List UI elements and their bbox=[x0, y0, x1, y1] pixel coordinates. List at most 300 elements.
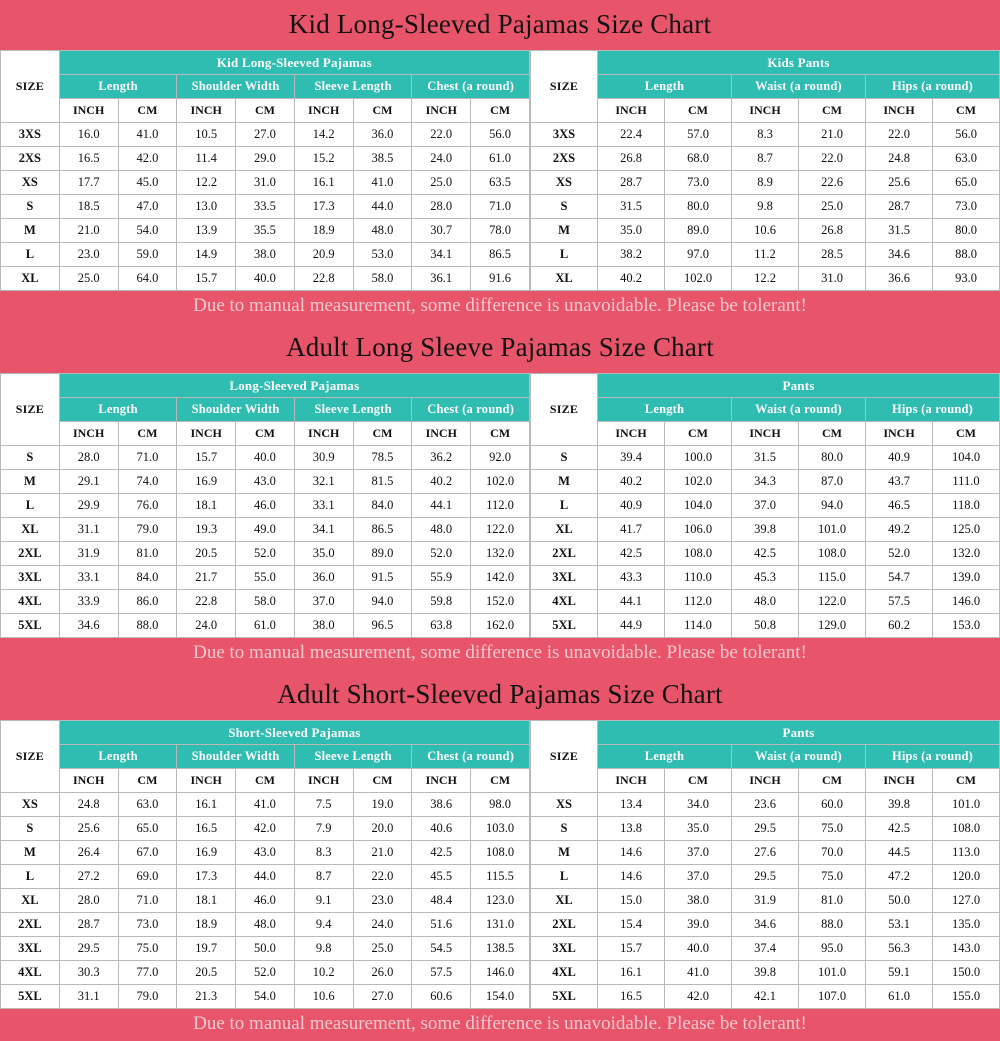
cell-value: 19.0 bbox=[353, 793, 412, 817]
cell-value: 104.0 bbox=[665, 494, 732, 518]
unit-header-1: INCH bbox=[598, 769, 665, 793]
cell-value: 61.0 bbox=[866, 985, 933, 1009]
cell-value: 52.0 bbox=[236, 542, 295, 566]
cell-value: 57.5 bbox=[866, 590, 933, 614]
cell-value: 8.9 bbox=[732, 171, 799, 195]
row-size-label: XS bbox=[531, 793, 598, 817]
cell-value: 34.1 bbox=[412, 243, 471, 267]
unit-header-1: INCH bbox=[598, 422, 665, 446]
cell-value: 35.5 bbox=[236, 219, 295, 243]
cell-value: 14.6 bbox=[598, 865, 665, 889]
unit-header-8: CM bbox=[471, 99, 530, 123]
cell-value: 34.0 bbox=[665, 793, 732, 817]
row-size-label: M bbox=[531, 470, 598, 494]
row-size-label: XL bbox=[531, 518, 598, 542]
unit-header-2: CM bbox=[118, 422, 177, 446]
table-row bbox=[1, 243, 530, 267]
cell-value: 14.6 bbox=[598, 841, 665, 865]
unit-header-8: CM bbox=[471, 422, 530, 446]
cell-value: 7.9 bbox=[294, 817, 353, 841]
cell-value: 102.0 bbox=[665, 470, 732, 494]
cell-value: 29.5 bbox=[732, 865, 799, 889]
cell-value: 19.7 bbox=[177, 937, 236, 961]
cell-value: 34.6 bbox=[59, 614, 118, 638]
cell-value: 35.0 bbox=[598, 219, 665, 243]
cell-value: 42.5 bbox=[598, 542, 665, 566]
cell-value: 27.0 bbox=[353, 985, 412, 1009]
table-group-row bbox=[1, 398, 530, 422]
cell-value: 41.7 bbox=[598, 518, 665, 542]
cell-value: 28.0 bbox=[412, 195, 471, 219]
table-row bbox=[1, 267, 530, 291]
cell-value: 42.5 bbox=[412, 841, 471, 865]
cell-value: 88.0 bbox=[933, 243, 1000, 267]
group-header-1: Length bbox=[59, 398, 177, 422]
cell-value: 49.0 bbox=[236, 518, 295, 542]
cell-value: 21.3 bbox=[177, 985, 236, 1009]
cell-value: 13.8 bbox=[598, 817, 665, 841]
section-banner-kid-long-sleeved: Kid Long-Sleeved Pajamas Size Chart bbox=[0, 0, 1000, 50]
table-group-row bbox=[1, 75, 530, 99]
cell-value: 146.0 bbox=[471, 961, 530, 985]
cell-value: 108.0 bbox=[799, 542, 866, 566]
table-wrapper-right bbox=[530, 50, 1000, 291]
cell-value: 25.0 bbox=[799, 195, 866, 219]
cell-value: 42.5 bbox=[866, 817, 933, 841]
cell-value: 65.0 bbox=[933, 171, 1000, 195]
cell-value: 41.0 bbox=[236, 793, 295, 817]
group-header-3: Sleeve Length bbox=[294, 745, 412, 769]
cell-value: 112.0 bbox=[665, 590, 732, 614]
unit-header-3: INCH bbox=[177, 769, 236, 793]
cell-value: 18.5 bbox=[59, 195, 118, 219]
cell-value: 9.1 bbox=[294, 889, 353, 913]
table-row bbox=[531, 542, 1000, 566]
table-row bbox=[1, 171, 530, 195]
table-unit-row bbox=[531, 769, 1000, 793]
group-header-3: Hips (a round) bbox=[866, 745, 1000, 769]
cell-value: 63.0 bbox=[118, 793, 177, 817]
cell-value: 21.7 bbox=[177, 566, 236, 590]
cell-value: 24.8 bbox=[866, 147, 933, 171]
cell-value: 24.8 bbox=[59, 793, 118, 817]
cell-value: 21.0 bbox=[59, 219, 118, 243]
cell-value: 20.0 bbox=[353, 817, 412, 841]
unit-header-7: INCH bbox=[412, 769, 471, 793]
table-row bbox=[531, 195, 1000, 219]
cell-value: 86.5 bbox=[353, 518, 412, 542]
table-row bbox=[1, 841, 530, 865]
cell-value: 50.8 bbox=[732, 614, 799, 638]
cell-value: 71.0 bbox=[118, 446, 177, 470]
row-size-label: L bbox=[531, 243, 598, 267]
table-group-row bbox=[531, 745, 1000, 769]
unit-header-6: CM bbox=[353, 769, 412, 793]
cell-value: 19.3 bbox=[177, 518, 236, 542]
row-size-label: S bbox=[1, 817, 60, 841]
cell-value: 28.0 bbox=[59, 889, 118, 913]
cell-value: 42.0 bbox=[118, 147, 177, 171]
cell-value: 22.8 bbox=[177, 590, 236, 614]
cell-value: 40.9 bbox=[598, 494, 665, 518]
cell-value: 28.7 bbox=[598, 171, 665, 195]
table-title: Kid Long-Sleeved Pajamas bbox=[59, 51, 529, 75]
cell-value: 23.0 bbox=[353, 889, 412, 913]
cell-value: 16.5 bbox=[59, 147, 118, 171]
unit-header-7: INCH bbox=[412, 99, 471, 123]
cell-value: 110.0 bbox=[665, 566, 732, 590]
table-row bbox=[531, 937, 1000, 961]
row-size-label: XL bbox=[1, 518, 60, 542]
cell-value: 58.0 bbox=[353, 267, 412, 291]
section-note-adult-short-sleeved: Due to manual measurement, some difference is unavoidable. Please be tolerant! bbox=[0, 1009, 1000, 1041]
cell-value: 74.0 bbox=[118, 470, 177, 494]
cell-value: 8.3 bbox=[732, 123, 799, 147]
cell-value: 54.7 bbox=[866, 566, 933, 590]
cell-value: 120.0 bbox=[933, 865, 1000, 889]
group-header-1: Length bbox=[59, 745, 177, 769]
row-size-label: 3XL bbox=[1, 937, 60, 961]
cell-value: 37.0 bbox=[665, 865, 732, 889]
cell-value: 104.0 bbox=[933, 446, 1000, 470]
section-banner-adult-long-sleeve: Adult Long Sleeve Pajamas Size Chart bbox=[0, 323, 1000, 373]
row-size-label: 4XL bbox=[531, 590, 598, 614]
cell-value: 54.0 bbox=[236, 985, 295, 1009]
cell-value: 13.4 bbox=[598, 793, 665, 817]
cell-value: 54.0 bbox=[118, 219, 177, 243]
cell-value: 34.3 bbox=[732, 470, 799, 494]
cell-value: 18.1 bbox=[177, 494, 236, 518]
table-row bbox=[531, 446, 1000, 470]
row-size-label: S bbox=[1, 195, 60, 219]
unit-header-5: INCH bbox=[866, 769, 933, 793]
cell-value: 118.0 bbox=[933, 494, 1000, 518]
cell-value: 93.0 bbox=[933, 267, 1000, 291]
table-row bbox=[1, 542, 530, 566]
cell-value: 61.0 bbox=[236, 614, 295, 638]
table-row bbox=[531, 961, 1000, 985]
cell-value: 102.0 bbox=[471, 470, 530, 494]
cell-value: 59.0 bbox=[118, 243, 177, 267]
cell-value: 44.5 bbox=[866, 841, 933, 865]
cell-value: 31.1 bbox=[59, 518, 118, 542]
cell-value: 70.0 bbox=[799, 841, 866, 865]
row-size-label: XL bbox=[531, 889, 598, 913]
cell-value: 54.5 bbox=[412, 937, 471, 961]
row-size-label: 3XL bbox=[531, 937, 598, 961]
table-row bbox=[1, 123, 530, 147]
table-row bbox=[531, 590, 1000, 614]
cell-value: 21.0 bbox=[799, 123, 866, 147]
unit-header-5: INCH bbox=[294, 769, 353, 793]
cell-value: 33.9 bbox=[59, 590, 118, 614]
cell-value: 63.8 bbox=[412, 614, 471, 638]
cell-value: 155.0 bbox=[933, 985, 1000, 1009]
cell-value: 8.3 bbox=[294, 841, 353, 865]
group-header-1: Length bbox=[598, 75, 732, 99]
cell-value: 98.0 bbox=[471, 793, 530, 817]
cell-value: 45.0 bbox=[118, 171, 177, 195]
cell-value: 42.5 bbox=[732, 542, 799, 566]
unit-header-4: CM bbox=[236, 769, 295, 793]
cell-value: 12.2 bbox=[177, 171, 236, 195]
cell-value: 65.0 bbox=[118, 817, 177, 841]
cell-value: 75.0 bbox=[118, 937, 177, 961]
cell-value: 41.0 bbox=[118, 123, 177, 147]
row-size-label: L bbox=[531, 494, 598, 518]
size-column-header: SIZE bbox=[531, 721, 598, 793]
cell-value: 89.0 bbox=[665, 219, 732, 243]
size-table-right bbox=[530, 720, 1000, 1009]
cell-value: 57.5 bbox=[412, 961, 471, 985]
cell-value: 36.0 bbox=[294, 566, 353, 590]
group-header-3: Hips (a round) bbox=[866, 75, 1000, 99]
group-header-2: Waist (a round) bbox=[732, 398, 866, 422]
cell-value: 45.3 bbox=[732, 566, 799, 590]
cell-value: 25.0 bbox=[353, 937, 412, 961]
cell-value: 16.5 bbox=[177, 817, 236, 841]
cell-value: 33.5 bbox=[236, 195, 295, 219]
cell-value: 46.0 bbox=[236, 494, 295, 518]
cell-value: 125.0 bbox=[933, 518, 1000, 542]
table-row bbox=[531, 817, 1000, 841]
cell-value: 73.0 bbox=[665, 171, 732, 195]
cell-value: 28.0 bbox=[59, 446, 118, 470]
row-size-label: S bbox=[531, 817, 598, 841]
cell-value: 33.1 bbox=[59, 566, 118, 590]
cell-value: 26.4 bbox=[59, 841, 118, 865]
cell-value: 43.3 bbox=[598, 566, 665, 590]
cell-value: 39.0 bbox=[665, 913, 732, 937]
cell-value: 102.0 bbox=[665, 267, 732, 291]
row-size-label: M bbox=[1, 841, 60, 865]
unit-header-3: INCH bbox=[177, 422, 236, 446]
table-title: Long-Sleeved Pajamas bbox=[59, 374, 529, 398]
cell-value: 37.0 bbox=[665, 841, 732, 865]
cell-value: 16.1 bbox=[294, 171, 353, 195]
cell-value: 15.2 bbox=[294, 147, 353, 171]
table-group-row bbox=[531, 398, 1000, 422]
cell-value: 79.0 bbox=[118, 518, 177, 542]
cell-value: 16.1 bbox=[598, 961, 665, 985]
table-row bbox=[1, 446, 530, 470]
cell-value: 86.5 bbox=[471, 243, 530, 267]
unit-header-3: INCH bbox=[732, 99, 799, 123]
cell-value: 13.0 bbox=[177, 195, 236, 219]
cell-value: 67.0 bbox=[118, 841, 177, 865]
table-row bbox=[531, 219, 1000, 243]
row-size-label: 2XL bbox=[1, 542, 60, 566]
cell-value: 48.0 bbox=[412, 518, 471, 542]
row-size-label: XS bbox=[1, 171, 60, 195]
group-header-2: Shoulder Width bbox=[177, 745, 295, 769]
row-size-label: 4XL bbox=[531, 961, 598, 985]
group-header-1: Length bbox=[59, 75, 177, 99]
cell-value: 9.8 bbox=[294, 937, 353, 961]
cell-value: 16.9 bbox=[177, 841, 236, 865]
cell-value: 113.0 bbox=[933, 841, 1000, 865]
cell-value: 15.7 bbox=[177, 267, 236, 291]
cell-value: 56.0 bbox=[471, 123, 530, 147]
cell-value: 154.0 bbox=[471, 985, 530, 1009]
cell-value: 44.1 bbox=[598, 590, 665, 614]
unit-header-3: INCH bbox=[732, 422, 799, 446]
table-row bbox=[531, 614, 1000, 638]
cell-value: 31.5 bbox=[732, 446, 799, 470]
unit-header-2: CM bbox=[118, 769, 177, 793]
cell-value: 38.2 bbox=[598, 243, 665, 267]
cell-value: 40.0 bbox=[236, 446, 295, 470]
cell-value: 108.0 bbox=[665, 542, 732, 566]
cell-value: 40.0 bbox=[665, 937, 732, 961]
cell-value: 9.4 bbox=[294, 913, 353, 937]
cell-value: 123.0 bbox=[471, 889, 530, 913]
table-row bbox=[1, 865, 530, 889]
row-size-label: L bbox=[1, 865, 60, 889]
table-group-row bbox=[531, 75, 1000, 99]
table-row bbox=[531, 123, 1000, 147]
cell-value: 162.0 bbox=[471, 614, 530, 638]
cell-value: 53.1 bbox=[866, 913, 933, 937]
table-row bbox=[1, 470, 530, 494]
size-table-right bbox=[530, 50, 1000, 291]
row-size-label: 3XL bbox=[531, 566, 598, 590]
cell-value: 31.9 bbox=[59, 542, 118, 566]
cell-value: 31.0 bbox=[236, 171, 295, 195]
cell-value: 84.0 bbox=[353, 494, 412, 518]
table-row bbox=[1, 494, 530, 518]
cell-value: 55.9 bbox=[412, 566, 471, 590]
cell-value: 115.5 bbox=[471, 865, 530, 889]
row-size-label: 5XL bbox=[531, 614, 598, 638]
row-size-label: 5XL bbox=[531, 985, 598, 1009]
cell-value: 55.0 bbox=[236, 566, 295, 590]
cell-value: 17.3 bbox=[294, 195, 353, 219]
cell-value: 150.0 bbox=[933, 961, 1000, 985]
row-size-label: 5XL bbox=[1, 614, 60, 638]
size-table-right bbox=[530, 373, 1000, 638]
cell-value: 153.0 bbox=[933, 614, 1000, 638]
cell-value: 29.1 bbox=[59, 470, 118, 494]
cell-value: 108.0 bbox=[933, 817, 1000, 841]
table-header-row bbox=[531, 374, 1000, 398]
cell-value: 27.6 bbox=[732, 841, 799, 865]
cell-value: 122.0 bbox=[471, 518, 530, 542]
unit-header-6: CM bbox=[933, 769, 1000, 793]
cell-value: 92.0 bbox=[471, 446, 530, 470]
cell-value: 16.5 bbox=[598, 985, 665, 1009]
cell-value: 69.0 bbox=[118, 865, 177, 889]
cell-value: 22.0 bbox=[866, 123, 933, 147]
unit-header-8: CM bbox=[471, 769, 530, 793]
cell-value: 142.0 bbox=[471, 566, 530, 590]
cell-value: 106.0 bbox=[665, 518, 732, 542]
unit-header-1: INCH bbox=[59, 422, 118, 446]
cell-value: 28.5 bbox=[799, 243, 866, 267]
cell-value: 32.1 bbox=[294, 470, 353, 494]
table-wrapper-right bbox=[530, 720, 1000, 1009]
table-header-row bbox=[531, 51, 1000, 75]
row-size-label: 3XS bbox=[1, 123, 60, 147]
row-size-label: 2XL bbox=[1, 913, 60, 937]
unit-header-4: CM bbox=[799, 769, 866, 793]
cell-value: 94.0 bbox=[799, 494, 866, 518]
cell-value: 12.2 bbox=[732, 267, 799, 291]
group-header-2: Shoulder Width bbox=[177, 398, 295, 422]
row-size-label: S bbox=[1, 446, 60, 470]
cell-value: 15.7 bbox=[598, 937, 665, 961]
table-wrapper-left bbox=[0, 50, 530, 291]
cell-value: 56.3 bbox=[866, 937, 933, 961]
row-size-label: M bbox=[531, 841, 598, 865]
cell-value: 23.6 bbox=[732, 793, 799, 817]
cell-value: 22.4 bbox=[598, 123, 665, 147]
unit-header-5: INCH bbox=[866, 99, 933, 123]
table-row bbox=[1, 985, 530, 1009]
cell-value: 43.0 bbox=[236, 470, 295, 494]
cell-value: 33.1 bbox=[294, 494, 353, 518]
cell-value: 31.5 bbox=[866, 219, 933, 243]
row-size-label: M bbox=[1, 470, 60, 494]
cell-value: 37.4 bbox=[732, 937, 799, 961]
table-row bbox=[531, 913, 1000, 937]
table-unit-row bbox=[1, 769, 530, 793]
cell-value: 43.0 bbox=[236, 841, 295, 865]
cell-value: 64.0 bbox=[118, 267, 177, 291]
cell-value: 38.6 bbox=[412, 793, 471, 817]
cell-value: 18.9 bbox=[177, 913, 236, 937]
table-unit-row bbox=[1, 99, 530, 123]
cell-value: 143.0 bbox=[933, 937, 1000, 961]
cell-value: 58.0 bbox=[236, 590, 295, 614]
table-header-row bbox=[1, 374, 530, 398]
table-row bbox=[531, 267, 1000, 291]
cell-value: 78.5 bbox=[353, 446, 412, 470]
cell-value: 46.5 bbox=[866, 494, 933, 518]
cell-value: 27.2 bbox=[59, 865, 118, 889]
table-header-row bbox=[1, 721, 530, 745]
unit-header-4: CM bbox=[799, 422, 866, 446]
cell-value: 9.8 bbox=[732, 195, 799, 219]
row-size-label: L bbox=[531, 865, 598, 889]
cell-value: 30.7 bbox=[412, 219, 471, 243]
cell-value: 25.6 bbox=[866, 171, 933, 195]
cell-value: 26.8 bbox=[799, 219, 866, 243]
cell-value: 89.0 bbox=[353, 542, 412, 566]
row-size-label: 2XS bbox=[531, 147, 598, 171]
group-header-4: Chest (a round) bbox=[412, 398, 530, 422]
cell-value: 135.0 bbox=[933, 913, 1000, 937]
table-row bbox=[1, 195, 530, 219]
cell-value: 57.0 bbox=[665, 123, 732, 147]
cell-value: 56.0 bbox=[933, 123, 1000, 147]
row-size-label: M bbox=[1, 219, 60, 243]
cell-value: 81.0 bbox=[799, 889, 866, 913]
section-note-adult-long-sleeve: Due to manual measurement, some difference is unavoidable. Please be tolerant! bbox=[0, 638, 1000, 670]
cell-value: 8.7 bbox=[732, 147, 799, 171]
unit-header-3: INCH bbox=[177, 99, 236, 123]
group-header-2: Shoulder Width bbox=[177, 75, 295, 99]
row-size-label: S bbox=[531, 195, 598, 219]
cell-value: 21.0 bbox=[353, 841, 412, 865]
cell-value: 35.0 bbox=[294, 542, 353, 566]
cell-value: 71.0 bbox=[118, 889, 177, 913]
unit-header-1: INCH bbox=[59, 769, 118, 793]
cell-value: 29.5 bbox=[732, 817, 799, 841]
cell-value: 52.0 bbox=[866, 542, 933, 566]
unit-header-4: CM bbox=[236, 99, 295, 123]
group-header-1: Length bbox=[598, 745, 732, 769]
